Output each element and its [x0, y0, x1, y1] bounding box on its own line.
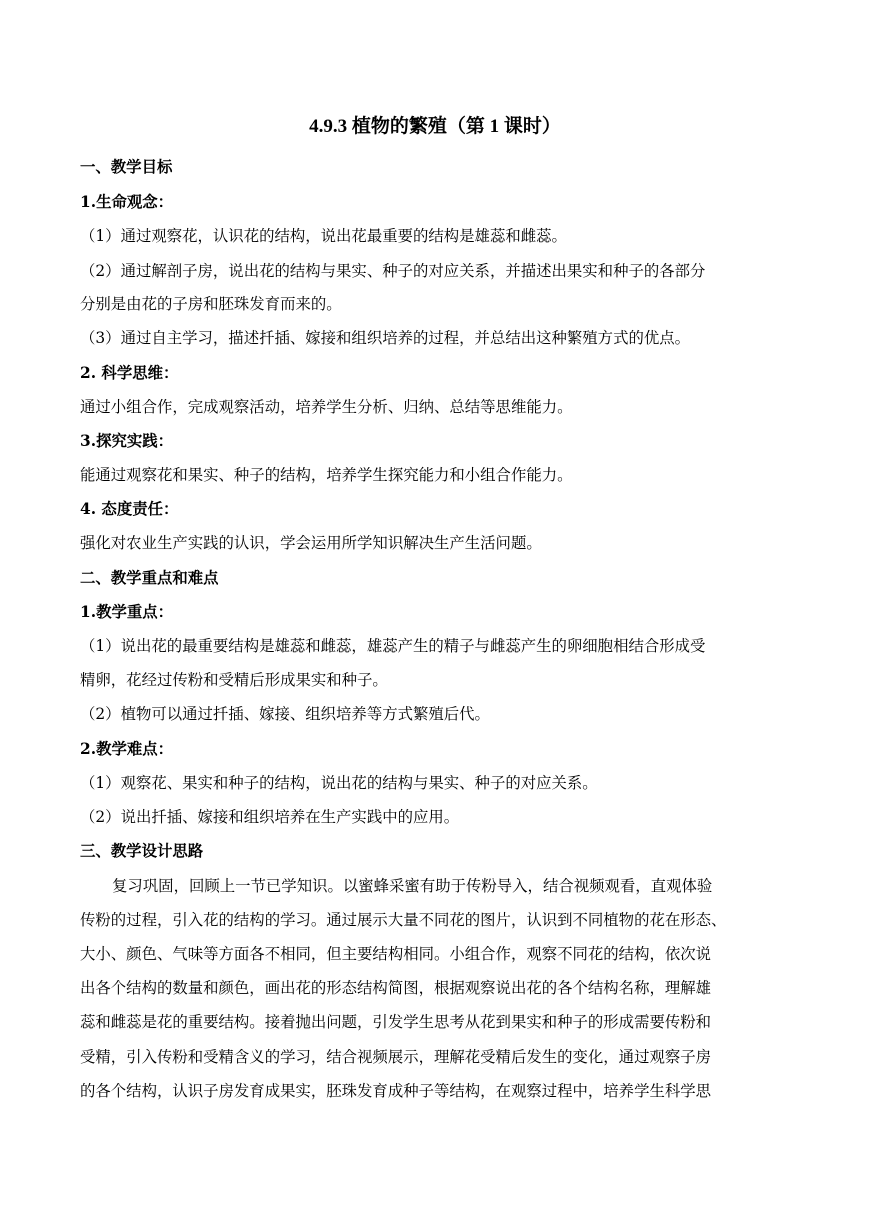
paragraph-line: 分别是由花的子房和胚珠发育而来的。 [80, 295, 342, 313]
paragraph-line: （2）植物可以通过扦插、嫁接、组织培养等方式繁殖后代。 [80, 705, 490, 723]
document-title: 4.9.3 植物的繁殖（第 1 课时） [309, 116, 561, 137]
paragraph-line: 能通过观察花和果实、种子的结构，培养学生探究能力和小组合作能力。 [80, 466, 573, 484]
paragraph-line: 的各个结构，认识子房发育成果实，胚珠发育成种子等结构，在观察过程中，培养学生科学思 [80, 1082, 712, 1100]
paragraph-line: （2）说出扦插、嫁接和组织培养在生产实践中的应用。 [80, 808, 460, 826]
subheading-scientific-thinking: 2. 科学思维： [80, 364, 179, 382]
paragraph-line: 传粉的过程，引入花的结构的学习。通过展示大量不同花的图片，认识到不同植物的花在形态、 [80, 911, 727, 929]
subheading-key-points: 1.教学重点： [80, 603, 174, 621]
section-heading-design: 三、教学设计思路 [80, 842, 204, 860]
subheading-attitude: 4. 态度责任： [80, 500, 179, 518]
paragraph-line: （2）通过解剖子房，说出花的结构与果实、种子的对应关系，并描述出果实和种子的各部分 [80, 262, 706, 280]
subheading-difficulties: 2.教学难点： [80, 740, 174, 758]
section-heading-key-points: 二、教学重点和难点 [80, 569, 219, 587]
paragraph-line: （1）通过观察花，认识花的结构，说出花最重要的结构是雄蕊和雌蕊。 [80, 227, 567, 245]
paragraph-line: 出各个结构的数量和颜色，画出花的形态结构简图，根据观察说出花的各个结构名称，理解雄 [80, 979, 712, 997]
paragraph-line: 精卵，花经过传粉和受精后形成果实和种子。 [80, 671, 388, 689]
subheading-life-concept: 1.生命观念： [80, 193, 174, 211]
paragraph-line: （3）通过自主学习，描述扦插、嫁接和组织培养的过程，并总结出这种繁殖方式的优点。 [80, 329, 691, 347]
paragraph-line: 受精，引入传粉和受精含义的学习，结合视频展示，理解花受精后发生的变化，通过观察子房 [80, 1048, 712, 1066]
paragraph-line: （1）观察花、果实和种子的结构，说出花的结构与果实、种子的对应关系。 [80, 774, 598, 792]
section-heading-objectives: 一、教学目标 [80, 158, 173, 176]
paragraph-line: 蕊和雌蕊是花的重要结构。接着抛出问题，引发学生思考从花到果实和种子的形成需要传粉和 [80, 1013, 712, 1031]
paragraph-line: 复习巩固，回顾上一节已学知识。以蜜蜂采蜜有助于传粉导入，结合视频观看，直观体验 [112, 877, 713, 895]
paragraph-line: 通过小组合作，完成观察活动，培养学生分析、归纳、总结等思维能力。 [80, 398, 573, 416]
subheading-inquiry-practice: 3.探究实践： [80, 432, 174, 450]
paragraph-line: 大小、颜色、气味等方面各不相同，但主要结构相同。小组合作，观察不同花的结构，依次说 [80, 945, 712, 963]
paragraph-line: 强化对农业生产实践的认识，学会运用所学知识解决生产生活问题。 [80, 534, 542, 552]
paragraph-line: （1）说出花的最重要结构是雄蕊和雌蕊，雄蕊产生的精子与雌蕊产生的卵细胞相结合形成受 [80, 637, 706, 655]
